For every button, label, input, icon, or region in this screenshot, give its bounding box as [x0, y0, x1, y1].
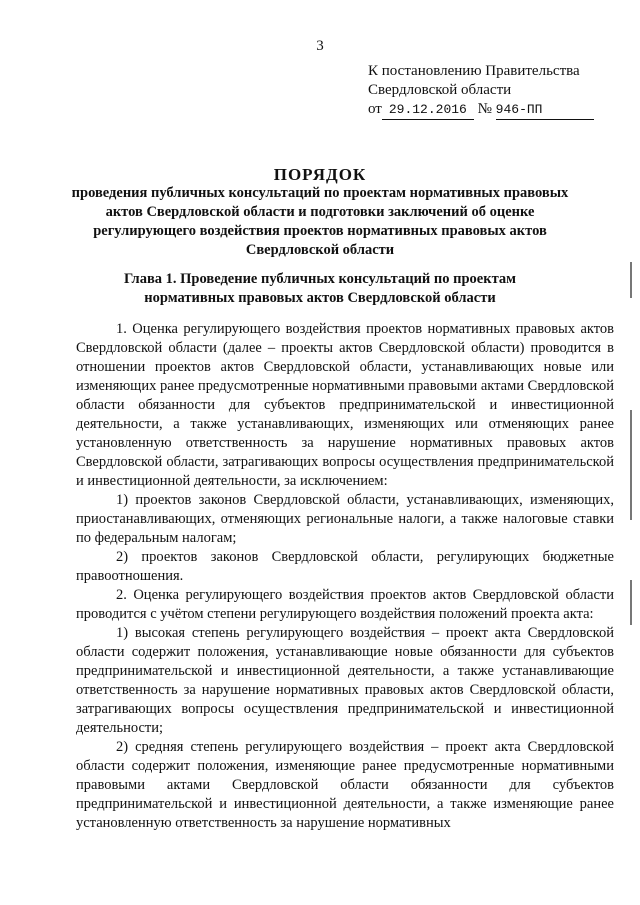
scan-margin-mark [630, 410, 632, 520]
document-title: ПОРЯДОК [273, 165, 367, 184]
approval-number-label: № [477, 101, 492, 117]
approval-date: 29.12.2016 [388, 102, 467, 117]
paragraph-2-item-2: 2) средняя степень регулирующего воздействия – проект акта Свердловской области содержит положения, изменяющие ранее предусмотренные нормативными правовыми актами Свердловской области обязанности для субъектов предпринимательской и инвестиционной деятельности, а также изменяющие ранее установленную ответственность за нарушение нормативных [76, 739, 614, 831]
scan-margin-mark [630, 262, 632, 298]
paragraph-2: 2. Оценка регулирующего воздействия проектов актов Свердловской области проводится с учётом степени регулирующего воздействия положений проекта акта: [76, 587, 614, 622]
paragraph-2-item-1: 1) высокая степень регулирующего воздействия – проект акта Свердловской области содержит положения, устанавливающие новые обязанности для субъектов предпринимательской и инвестиционной деятельности, а также устанавливающие ответственность за нарушение нормативных правовых актов Свердловской области, затрагивающих вопросы осуществления предпринимательской и инвестиционной деятельности; [76, 625, 614, 736]
approval-date-line [368, 100, 628, 120]
approval-number: 946-ПП [495, 102, 543, 117]
paragraph-1-item-1: 1) проектов законов Свердловской области, устанавливающих, изменяющих, приостанавливающих, отменяющих региональные налоги, а также налоговые ставки по федеральным налогам; [76, 492, 614, 546]
document-subtitle: проведения публичных консультаций по проектам нормативных правовых актов Свердловской области и подготовки заключений об оценке регулирующего воздействия проектов нормативных правовых актов Свердловской области [71, 185, 569, 258]
chapter-heading: Глава 1. Проведение публичных консультаций по проектам нормативных правовых актов Свердловской области [123, 271, 517, 306]
approval-from-label: от [368, 101, 382, 117]
approval-line-2: Свердловской области [368, 82, 512, 98]
paragraph-1-item-2: 2) проектов законов Свердловской области, регулирующих бюджетные правоотношения. [76, 549, 614, 584]
approval-block [368, 62, 628, 120]
paragraph-1: 1. Оценка регулирующего воздействия проектов нормативных правовых актов Свердловской области (далее – проекты актов Свердловской области) проводится в отношении проектов актов Свердловской области, устанавливающих новые или изменяющих ранее предусмотренные нормативными правовыми актами Свердловской области обязанности для субъектов предпринимательской и инвестиционной деятельности, а также устанавливающих, изменяющих или отменяющих ранее установленную ответственность за нарушение нормативных правовых актов Свердловской области, затрагивающих вопросы осуществления предпринимательской и инвестиционной деятельности, за исключением: [76, 321, 614, 489]
approval-line-1: К постановлению Правительства [368, 63, 580, 79]
scan-margin-mark [630, 580, 632, 625]
document-body [76, 320, 614, 833]
page-number: 3 [316, 38, 324, 54]
